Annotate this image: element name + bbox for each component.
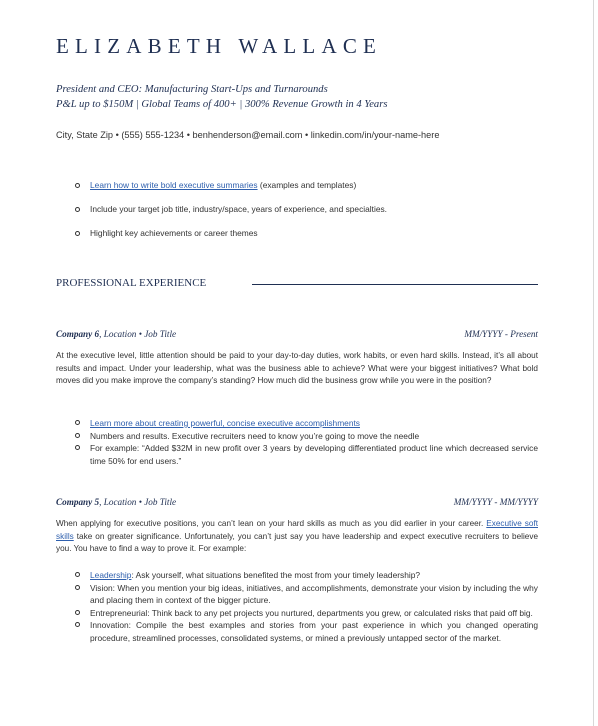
- summary-guide-link[interactable]: Learn how to write bold executive summaries: [90, 180, 258, 190]
- summary-item: [90, 228, 530, 252]
- summary-item: [90, 180, 530, 204]
- job-header: [56, 329, 538, 339]
- job-bullet-text: Innovation: Compile the best examples and stories from your past experience in which you changed operating procedure, streamlined processes, consolidated systems, or mined a previously untapped sector of the market.: [90, 620, 538, 643]
- job-header: [56, 497, 538, 507]
- headline-metrics: P&L up to $150M | Global Teams of 400+ | 300% Revenue Growth in 4 Years: [56, 99, 388, 110]
- headline-title: President and CEO: Manufacturing Start-Ups and Turnarounds: [56, 84, 328, 95]
- job-bullet-text: Entrepreneurial: Think back to any pet projects you nurtured, departments you grew, or calculated risks that paid off big.: [90, 607, 533, 618]
- job-bullet: [90, 442, 538, 467]
- job-bullet: [90, 569, 538, 582]
- summary-list: [90, 180, 530, 252]
- job-location-title: , Location • Job Title: [99, 329, 177, 339]
- job-bullet: [90, 582, 538, 607]
- summary-item-text: (examples and templates): [257, 180, 357, 190]
- section-rule: [252, 284, 538, 285]
- soft-skills-link[interactable]: Executive soft skills: [56, 519, 538, 541]
- summary-item-text: Include your target job title, industry/space, years of experience, and specialties.: [90, 204, 388, 214]
- job-description-text: take on greater significance. Unfortunately, you can’t just say you have leadership and expect executive recruiters to believe you. You have to find a way to prove it. For example:: [56, 531, 538, 553]
- contact-line: City, State Zip • (555) 555-1234 • benhenderson@email.com • linkedin.com/in/your-name-here: [56, 130, 440, 140]
- job-bullets: [90, 417, 538, 467]
- job-bullet-text: Vision: When you mention your big ideas, initiatives, and accomplishments, demonstrate your vision by including the why and placing them in context of the bigger picture.: [90, 582, 538, 605]
- candidate-name: ELIZABETH WALLACE: [56, 34, 383, 58]
- leadership-link[interactable]: Leadership: [90, 570, 132, 580]
- summary-item-text: Highlight key achievements or career themes: [90, 228, 258, 238]
- accomplishments-link[interactable]: Learn more about creating powerful, concise executive accomplishments: [90, 418, 360, 428]
- job-bullet: [90, 607, 538, 620]
- job-bullet: [90, 619, 538, 644]
- section-title-experience: PROFESSIONAL EXPERIENCE: [56, 277, 207, 289]
- job-description: At the executive level, little attention should be paid to your day-to-day duties, work habits, or even hard skills. Instead, it’s all about results and impact. Under your leadership, what was the business able to achieve? What were your biggest initiatives? What bold moves did you make improve the company’s standing? How much did the business grow while you were in the position?: [56, 351, 538, 385]
- job-bullet: [90, 430, 538, 443]
- job-bullet: [90, 417, 538, 430]
- job-bullets: [90, 569, 538, 644]
- job-dates: MM/YYYY - Present: [464, 329, 538, 339]
- job-bullet-text: For example: “Added $32M in new profit over 3 years by developing differentiated product line which decreased service time 50% for end users.”: [90, 443, 538, 466]
- job-location-title: , Location • Job Title: [99, 497, 177, 507]
- summary-item: [90, 204, 530, 228]
- job-bullet-text: : Ask yourself, what situations benefited the most from your timely leadership?: [131, 570, 421, 580]
- job-dates: MM/YYYY - MM/YYYY: [453, 497, 538, 507]
- company-name: Company 5: [56, 497, 100, 507]
- company-name: Company 6: [56, 329, 100, 339]
- job-bullet-text: Numbers and results. Executive recruiters need to know you’re going to move the needle: [90, 430, 420, 441]
- page-edge-divider: [593, 0, 594, 726]
- job-description: [56, 518, 538, 556]
- job-description-text: When applying for executive positions, you can’t lean on your hard skills as much as you did earlier in your career.: [56, 519, 487, 528]
